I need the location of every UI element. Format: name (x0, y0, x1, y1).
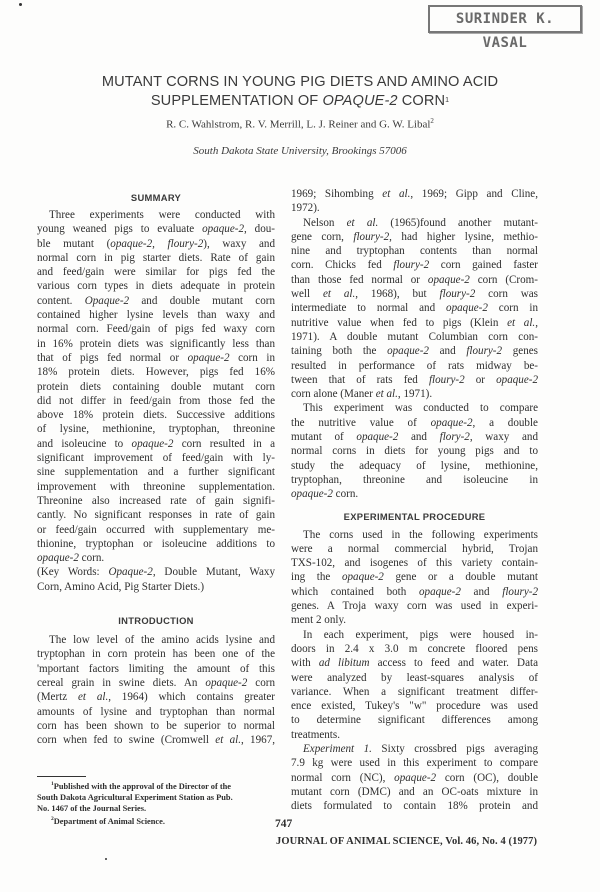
summary-line: did not differ in feed/gain from those fed the (37, 394, 275, 407)
footnote-line: $^1$Published with the approval of the Director of the (51, 781, 232, 791)
introduction-line: corn. Chicks fed floury-2 corn gained faster (291, 259, 538, 272)
summary-line: cantly. No significant responses in rate of gain (37, 509, 275, 522)
introduction-line: opaque-2 corn. (291, 488, 359, 501)
introduction-line: the nutritive value of opaque-2, a double (291, 416, 538, 429)
footnote-marker: 2 (430, 117, 434, 125)
procedure-line: normal corn (NC), opaque-2 corn (OC), double (291, 771, 538, 784)
introduction-line: intermediate to normal and opaque-2 corn in (291, 302, 539, 315)
summary-line: of lysine, methionine, tryptophan, threonine (37, 423, 275, 436)
introduction-line: taining both the opaque-2 and floury-2 genes (291, 345, 538, 358)
summary-line: ble mutant (opaque-2, floury-2), waxy and (37, 237, 275, 250)
scan-speck (19, 3, 22, 6)
authors-text: R. C. Wahlstrom, R. V. Merrill, L. J. Reiner and G. W. Libal (166, 118, 431, 131)
procedure-line: with ad libitum access to feed and water. Data (291, 657, 538, 670)
introduction-line: tryptophan, threonine and isoleucine in (291, 473, 538, 486)
introduction-heading: INTRODUCTION (118, 615, 194, 627)
summary-line: in 16% protein diets was significantly less than (37, 337, 275, 350)
introduction-line: 'mportant factors limiting the amount of this (37, 662, 275, 675)
summary-line: protein diets containing double mutant corn (37, 380, 275, 393)
footnote-divider (37, 776, 86, 777)
title-italic-term: OPAQUE-2 (322, 93, 398, 109)
procedure-line: The corns used in the following experiments (303, 528, 538, 541)
summary-line: or feed/gain occurred with supplementary me- (37, 523, 275, 536)
journal-citation: JOURNAL OF ANIMAL SCIENCE, Vol. 46, No. 4 (1977) (276, 836, 538, 847)
keywords-line: Corn, Amino Acid, Pig Starter Diets.) (37, 580, 205, 593)
summary-heading: SUMMARY (130, 192, 182, 203)
summary-line: Threonine also increased rate of gain signifi- (37, 494, 275, 507)
introduction-line: normal corns in diets for young pigs and to (291, 445, 538, 458)
summary-line: normal corn in pig starter diets. Rate of gain (37, 251, 275, 264)
procedure-line: diets formulated to contain 18% protein and (291, 800, 538, 813)
summary-line: Three experiments were conducted with (49, 209, 275, 221)
introduction-line: nutritive value when fed to pigs (Klein et al., (291, 316, 538, 329)
summary-line: above 18% protein diets. Successive additions (37, 409, 275, 422)
introduction-line: amounts of lysine and tryptophan than normal (37, 705, 275, 718)
introduction-line: than those fed normal or opaque-2 corn (Crom- (291, 273, 539, 286)
author-list (0, 117, 600, 131)
introduction-continued (291, 187, 538, 502)
summary-line: content. Opaque-2 and double mutant corn (37, 294, 275, 307)
footnote-marker: 1 (51, 781, 54, 787)
introduction-line: well et al., 1968), but floury-2 corn was (291, 288, 539, 301)
procedure-line: variance. When a significant treatment differ- (291, 685, 538, 698)
summary-line: various corn types in diets adequate in protein (37, 280, 275, 293)
article-title-line-1: MUTANT CORNS IN YOUNG PIG DIETS AND AMINO ACID (101, 74, 499, 90)
summary-line: young weaned pigs to evaluate opaque-2, dou- (37, 223, 275, 236)
footnote-marker: 2 (51, 815, 54, 822)
summary-line: and isoleucine to opaque-2 corn resulted in a (37, 437, 275, 450)
introduction-body (37, 633, 275, 747)
footnotes (37, 779, 297, 827)
footnote-line: $^2$Department of Animal Science. (51, 815, 165, 826)
title-text: CORN (397, 93, 446, 109)
page-number: 747 (275, 818, 293, 830)
procedure-line: treatments. (291, 728, 340, 741)
footnote-line: No. 1467 of the Journal Series. (37, 803, 147, 813)
introduction-line: mutant of opaque-2 and flory-2, waxy and (291, 431, 538, 444)
procedure-line: doors in 2.4 x 3.0 m concrete floored pens (291, 642, 538, 655)
introduction-line: 1969; Sihombing et al., 1969; Gipp and Cline, (291, 188, 539, 200)
summary-body (37, 208, 275, 565)
introduction-line: Nelson et al. (1965)found another mutant- (303, 216, 538, 229)
scan-speck (105, 858, 107, 860)
experimental-procedure-heading: EXPERIMENTAL PROCEDURE (343, 510, 486, 522)
procedure-line: ing the opaque-2 gene or a double mutant (291, 571, 539, 584)
footnote-marker: 1 (445, 97, 450, 104)
summary-line: improvement with threonine supplementation. (37, 480, 275, 493)
summary-line: sine supplementation and a further significant (37, 466, 275, 479)
summary-line: significant improvement of feed/gain with ly- (37, 452, 275, 465)
introduction-line: corn has been shown to be superior to normal (37, 719, 275, 732)
introduction-line: This experiment was conducted to compare (303, 402, 538, 415)
left-column (37, 208, 275, 747)
title-text: SUPPLEMENTATION OF (150, 93, 323, 109)
summary-line: normal corn. Feed/gain of pigs fed waxy corn (37, 323, 275, 336)
procedure-line: to determine significant differences among (291, 714, 538, 727)
introduction-line: corn when fed to swine (Cromwell et al., 1967, (37, 734, 276, 747)
introduction-line: tryptophan in corn protein has been one of the (37, 648, 275, 661)
keywords (37, 565, 275, 594)
procedure-line: TXS-102, and isogenes of this variety contain- (291, 557, 538, 570)
introduction-line: nine and tryptophan contents than normal (291, 245, 538, 258)
summary-line: thionine, tryptophan or isoleucine additions to (37, 537, 275, 550)
procedure-body (291, 528, 538, 814)
article-title-line-2 (0, 93, 600, 110)
keywords-line: (Key Words: Opaque-2, Double Mutant, Waxy (37, 566, 275, 579)
procedure-line: ment 2 only. (291, 614, 347, 627)
introduction-line: tween that of rats fed floury-2 or opaque-2 (291, 373, 538, 386)
introduction-line: 1972). (291, 202, 320, 215)
introduction-line: (Mertz et al., 1964) which contains greater (37, 691, 275, 704)
summary-line: contained higher lysine levels than waxy and (37, 309, 275, 322)
procedure-line: were analyzed by least-squares analysis of (291, 671, 538, 684)
procedure-line: mutant corn (DMC) and an OC-oats mixture in (291, 785, 538, 798)
procedure-line: were a normal commercial hybrid, Trojan (291, 542, 538, 555)
procedure-line: In each experiment, pigs were housed in- (303, 628, 538, 641)
summary-line: 18% protein diets. However, pigs fed 16% (37, 366, 275, 379)
introduction-line: gene corn, floury-2, had higher lysine, methio- (291, 230, 538, 243)
introduction-line: study the adequacy of lysine, methionine, (291, 459, 538, 472)
procedure-line: genes. A Troja waxy corn was used in experi- (291, 600, 538, 613)
introduction-line: cereal grain in swine diets. An opaque-2 corn (37, 676, 275, 689)
introduction-line: 1971). A double mutant Columbian corn con- (291, 330, 538, 343)
owner-stamp: SURINDER K. VASAL (428, 5, 582, 33)
procedure-line: ence existed, Tukey's "w" procedure was used (291, 700, 538, 713)
procedure-line: Experiment 1. Sixty crossbred pigs averaging (303, 742, 538, 755)
summary-line: opaque-2 corn. (37, 552, 105, 565)
introduction-line: The low level of the amino acids lysine and (49, 634, 275, 647)
introduction-line: resulted in performance of rats midway be- (291, 359, 538, 372)
procedure-line: which contained both opaque-2 and floury-2 (291, 585, 538, 598)
summary-line: and feed/gain were similar for pigs fed the (37, 266, 275, 279)
summary-line: that of pigs fed normal or opaque-2 corn in (37, 351, 275, 364)
introduction-line: corn alone (Maner et al., 1971). (291, 388, 433, 401)
footnote-line: South Dakota Agricultural Experiment Station as Pub. (37, 792, 233, 802)
right-column (291, 187, 538, 813)
procedure-line: 7.9 kg were used in this experiment to compare (291, 757, 538, 770)
affiliation: South Dakota State University, Brookings 57006 (193, 145, 407, 157)
